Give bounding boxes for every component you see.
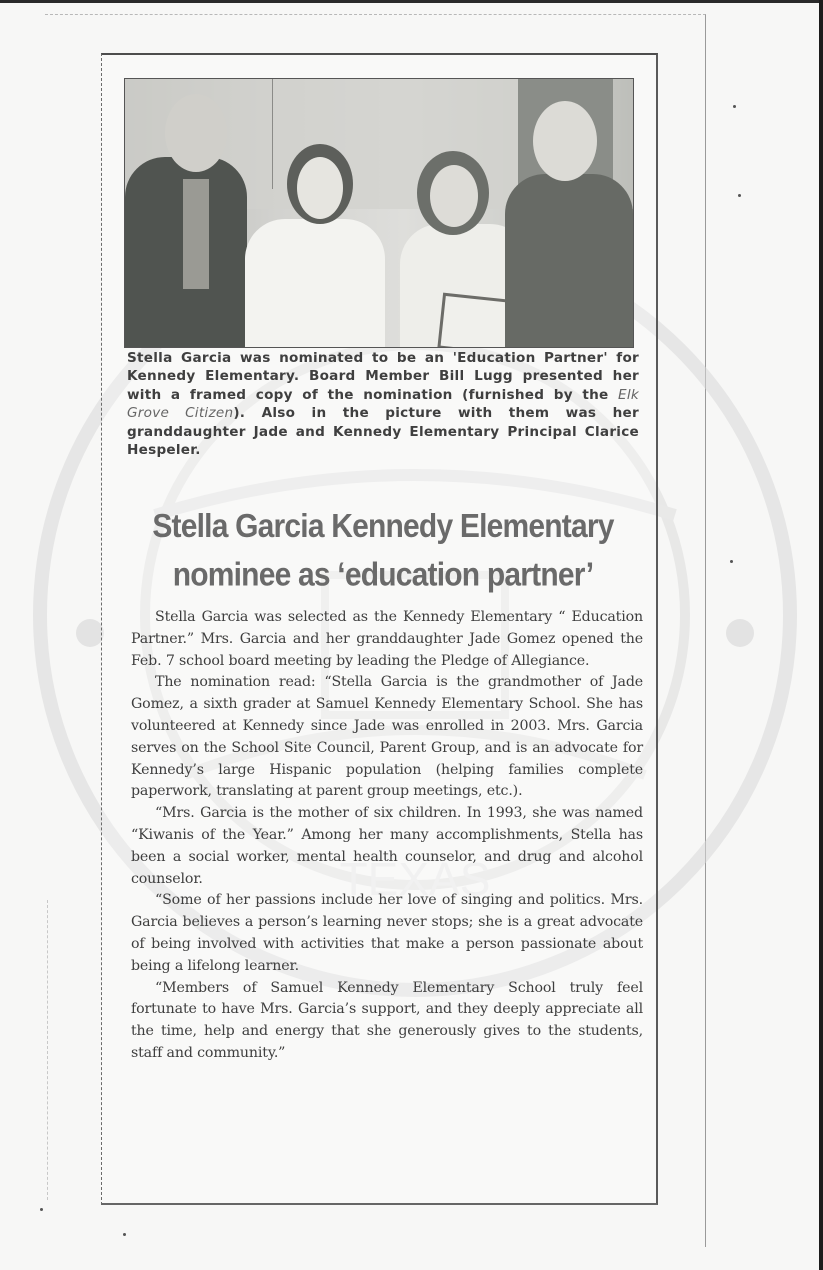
- news-photo: [124, 78, 634, 348]
- article-body: [131, 607, 643, 1065]
- photo-wall-seam: [272, 79, 273, 189]
- headline-line-2: nominee as ‘education partner’: [172, 556, 594, 594]
- headline-line-1: Stella Garcia Kennedy Elementary: [152, 508, 614, 545]
- article-paragraph: “Some of her passions include her love of singing and politics. Mrs. Garcia believes a person’s learning never stops; she is a great advocate of being involved with activities that make a person passionate about being a lifelong learner.: [131, 892, 643, 974]
- seal-dot-right: [726, 619, 754, 647]
- article-paragraph: The nomination read: “Stella Garcia is the grandmother of Jade Gomez, a sixth grader at Samuel Kennedy Elementary School. She has volunteered at Kennedy since Jade was enrolled in 2003. Mrs. Garcia serves on the School Site Council, Parent Group, and is an advocate for Kennedy’s large Hispanic population (helping families complete paperwork, translating at parent group meetings, etc.).: [131, 674, 643, 800]
- dust-speck: [738, 194, 741, 197]
- article-paragraph: “Members of Samuel Kennedy Elementary School truly feel fortunate to have Mrs. Garcia’s support, and they deeply appreciate all the time, help and energy that she generously gives to the students, staff and community.”: [131, 979, 643, 1061]
- scan-edge-top: [0, 0, 823, 3]
- dust-speck: [40, 1208, 43, 1211]
- scan-edge-right: [819, 0, 823, 1270]
- article-paragraph: Stella Garcia was selected as the Kennedy Elementary “ Education Partner.” Mrs. Garcia and her granddaughter Jade Gomez opened the Feb. 7 school board meeting by leading the Pledge of Allegiance.: [131, 609, 643, 669]
- article-headline: [118, 503, 648, 600]
- dust-speck: [733, 105, 736, 108]
- caption-tail: ). Also in the picture with them was her granddaughter Jade and Kennedy Elementary Principal Clarice Hespeler.: [127, 405, 639, 459]
- outer-frame-left-line: [47, 900, 49, 1200]
- caption-publication: Elk Grove Citizen: [127, 386, 639, 422]
- dust-speck: [123, 1233, 126, 1236]
- seal-letters-bottom: TEXAS: [339, 853, 491, 905]
- article-paragraph: “Mrs. Garcia is the mother of six children. In 1993, she was named “Kiwanis of the Year.” Among her many accomplishments, Stella has been a social worker, mental health counselor, and drug and alcohol counselor.: [131, 805, 643, 887]
- dust-speck: [730, 560, 733, 563]
- photo-caption: [127, 349, 639, 459]
- caption-lead: Stella Garcia was nominated to be an 'Education Partner' for Kennedy Elementary. Board Member Bill Lugg presented her with a framed copy of the nomination (furnished by the: [127, 350, 639, 403]
